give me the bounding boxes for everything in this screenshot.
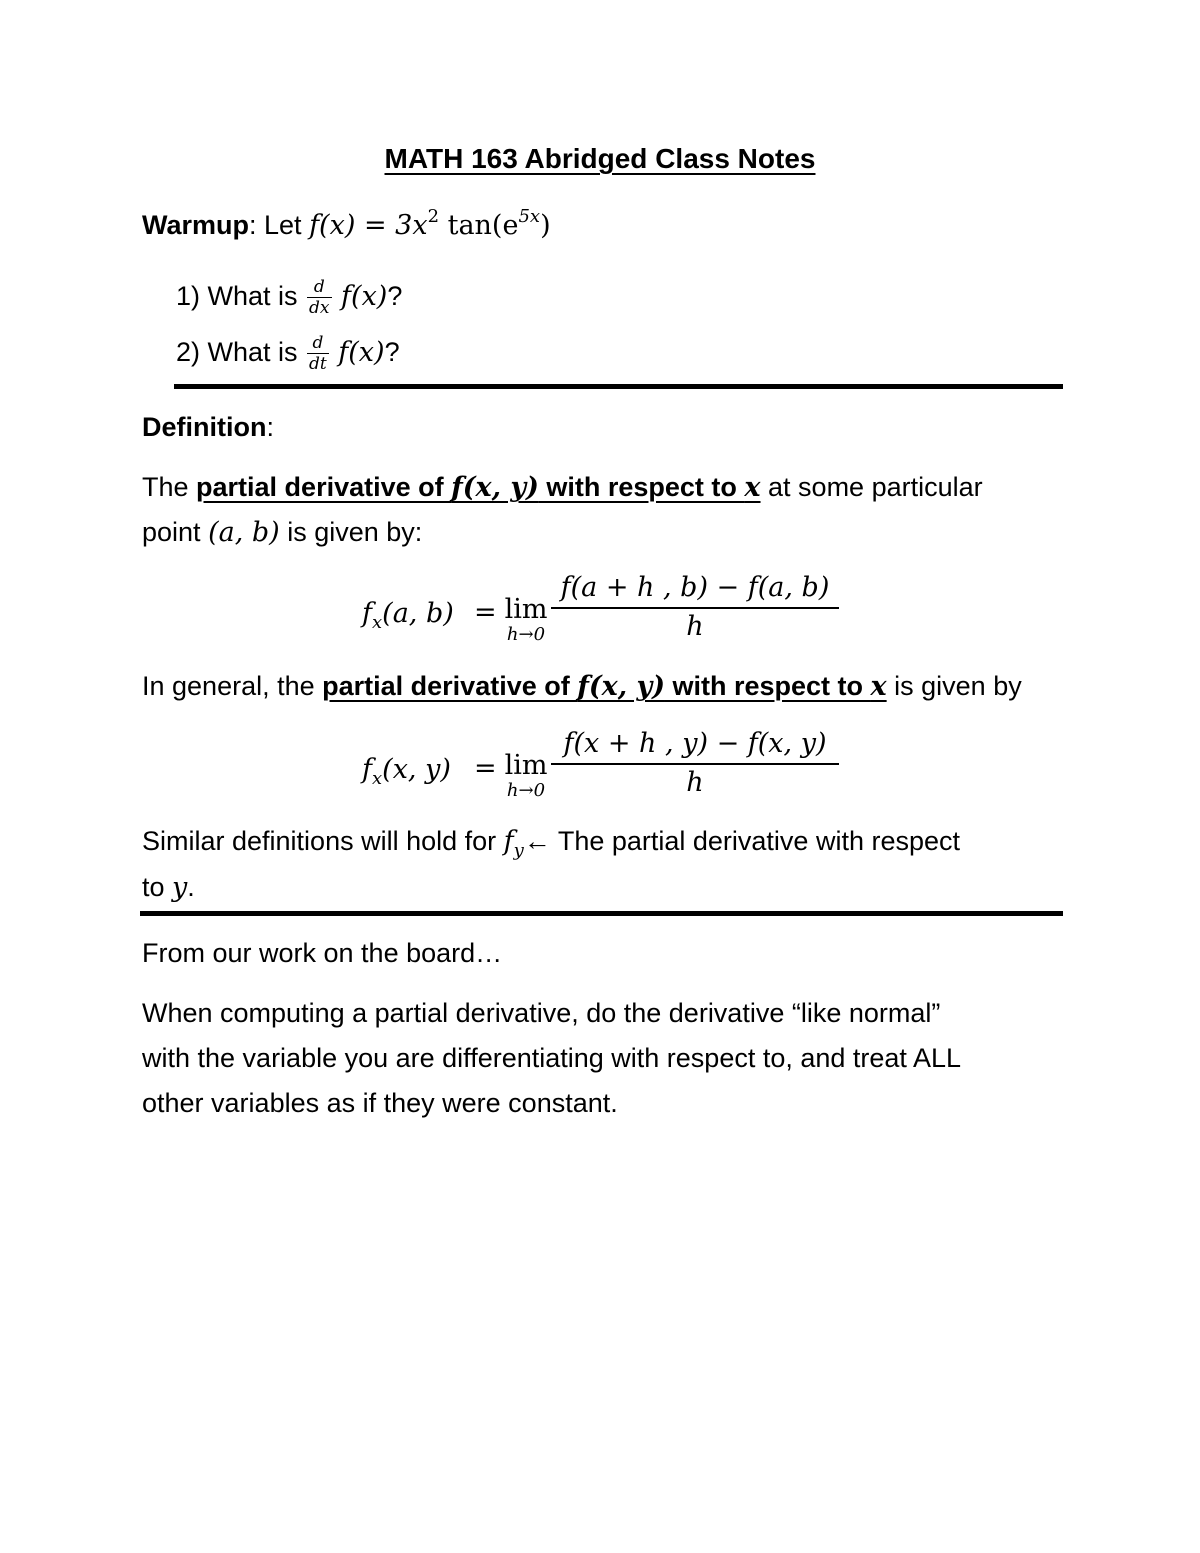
formula-1-fraction xyxy=(551,572,839,642)
warmup-line: Warmup: Let $f(x) = 3x^2$ $\tan(e^{5x})$ xyxy=(142,206,551,241)
formula-1-lhs: $f_x(a$, b) xyxy=(362,598,454,633)
formula-2-limit: lim h→0 xyxy=(504,750,548,801)
section-divider-1 xyxy=(174,384,1063,389)
general-definition-line: In general, the partial derivative of f(x, y) with respect to x is given by xyxy=(142,671,1022,702)
board-paragraph-line-2: with the variable you are differentiating with respect to, and treat ALL xyxy=(142,1043,961,1073)
left-arrow-icon: ← xyxy=(523,826,551,856)
question-1: 1) What is $\frac{d}{dx}$ f(x)? xyxy=(176,277,403,319)
formula-2-lhs: $f_x(x$, y) xyxy=(362,754,451,789)
page-title: MATH 163 Abridged Class Notes xyxy=(384,143,816,174)
formula-2-numerator: f(x + h , y) − f(x, y) xyxy=(551,728,839,765)
formula-1-limit: lim h→0 xyxy=(504,594,548,645)
derivative-fraction-dx: $\frac{d}{dx}$ xyxy=(309,277,330,319)
board-paragraph-line-1: When computing a partial derivative, do the derivative “like normal” xyxy=(142,998,941,1028)
partial-derivative-term-general: partial derivative of f(x, y) with respect to x xyxy=(322,671,887,702)
formula-2-equals: = xyxy=(474,753,497,784)
formula-1-denominator: h xyxy=(686,611,704,642)
board-paragraph-line-3: other variables as if they were constant. xyxy=(142,1088,618,1118)
definition-intro-line-1: The partial derivative of f(x, y) with respect to x at some particular xyxy=(142,472,983,503)
partial-derivative-term: partial derivative of f(x, y) with respect to x xyxy=(196,472,761,503)
board-intro: From our work on the board… xyxy=(142,938,503,968)
formula-1-numerator: f(a + h , b) − f(a, b) xyxy=(551,572,839,609)
definition-intro-line-2: point (a, b) is given by: xyxy=(142,517,423,548)
section-divider-2 xyxy=(140,911,1063,916)
similar-definitions-line-1: Similar definitions will hold for $f_y\leftarrow$ The partial derivative with respect xyxy=(142,826,961,861)
definition-heading: Definition: xyxy=(142,412,274,442)
warmup-function-lhs: f(x) xyxy=(309,210,356,241)
formula-2-denominator: h xyxy=(686,767,704,798)
derivative-fraction-dt: $\frac{d}{dt}$ xyxy=(309,333,327,375)
formula-1-equals: = xyxy=(474,597,497,628)
question-2: 2) What is $\frac{d}{dt}$ f(x)? xyxy=(176,333,400,375)
warmup-label: Warmup xyxy=(142,210,249,240)
formula-2-fraction xyxy=(551,728,839,798)
similar-definitions-line-2: to y. xyxy=(142,872,195,903)
